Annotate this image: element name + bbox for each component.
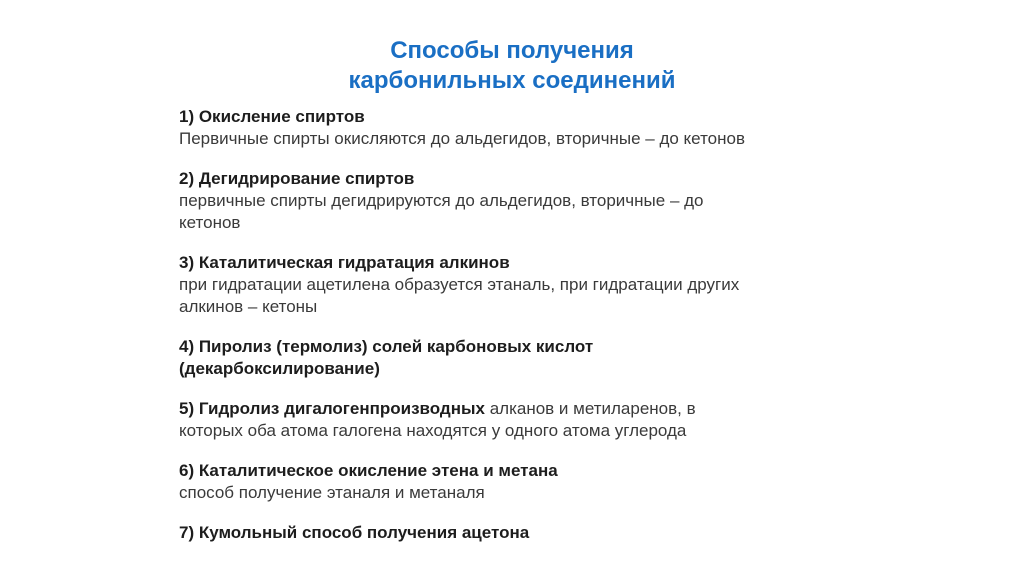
method-heading: 7) Кумольный способ получения ацетона xyxy=(179,523,530,542)
method-item-4 xyxy=(179,336,869,380)
method-first-line xyxy=(179,398,869,420)
method-heading: 2) Дегидрирование спиртов xyxy=(179,169,415,188)
method-description-inline: алканов и метиларенов, в xyxy=(484,399,696,418)
method-item-5 xyxy=(179,398,869,442)
method-description-line-1: первичные спирты дегидрируются до альдегидов, вторичные – до xyxy=(179,191,704,210)
method-item-6 xyxy=(179,460,869,504)
method-description-line-1: при гидратации ацетилена образуется этаналь, при гидратации других xyxy=(179,275,740,294)
method-heading: 1) Окисление спиртов xyxy=(179,107,365,126)
method-heading-line-2: (декарбоксилирование) xyxy=(179,359,380,378)
method-item-1 xyxy=(179,106,869,150)
method-description-line-2: алкинов – кетоны xyxy=(179,297,318,316)
method-description: Первичные спирты окисляются до альдегидов, вторичные – до кетонов xyxy=(179,129,745,148)
method-description-line-2: кетонов xyxy=(179,213,241,232)
method-item-3 xyxy=(179,252,869,318)
method-description-line-2: которых оба атома галогена находятся у одного атома углерода xyxy=(179,421,687,440)
method-heading: 6) Каталитическое окисление этена и метана xyxy=(179,461,558,480)
method-item-7 xyxy=(179,522,869,544)
method-heading-line-1: 4) Пиролиз (термолиз) солей карбоновых кислот xyxy=(179,337,594,356)
title-line-1: Способы получения xyxy=(390,37,634,64)
method-item-2 xyxy=(179,168,869,234)
method-heading: 5) Гидролиз дигалогенпроизводных xyxy=(179,399,485,418)
method-heading: 3) Каталитическая гидратация алкинов xyxy=(179,253,510,272)
title-line-2: карбонильных соединений xyxy=(348,67,676,94)
method-description: способ получение этаналя и метаналя xyxy=(179,483,485,502)
methods-list xyxy=(179,106,869,562)
slide-title xyxy=(0,36,1024,96)
